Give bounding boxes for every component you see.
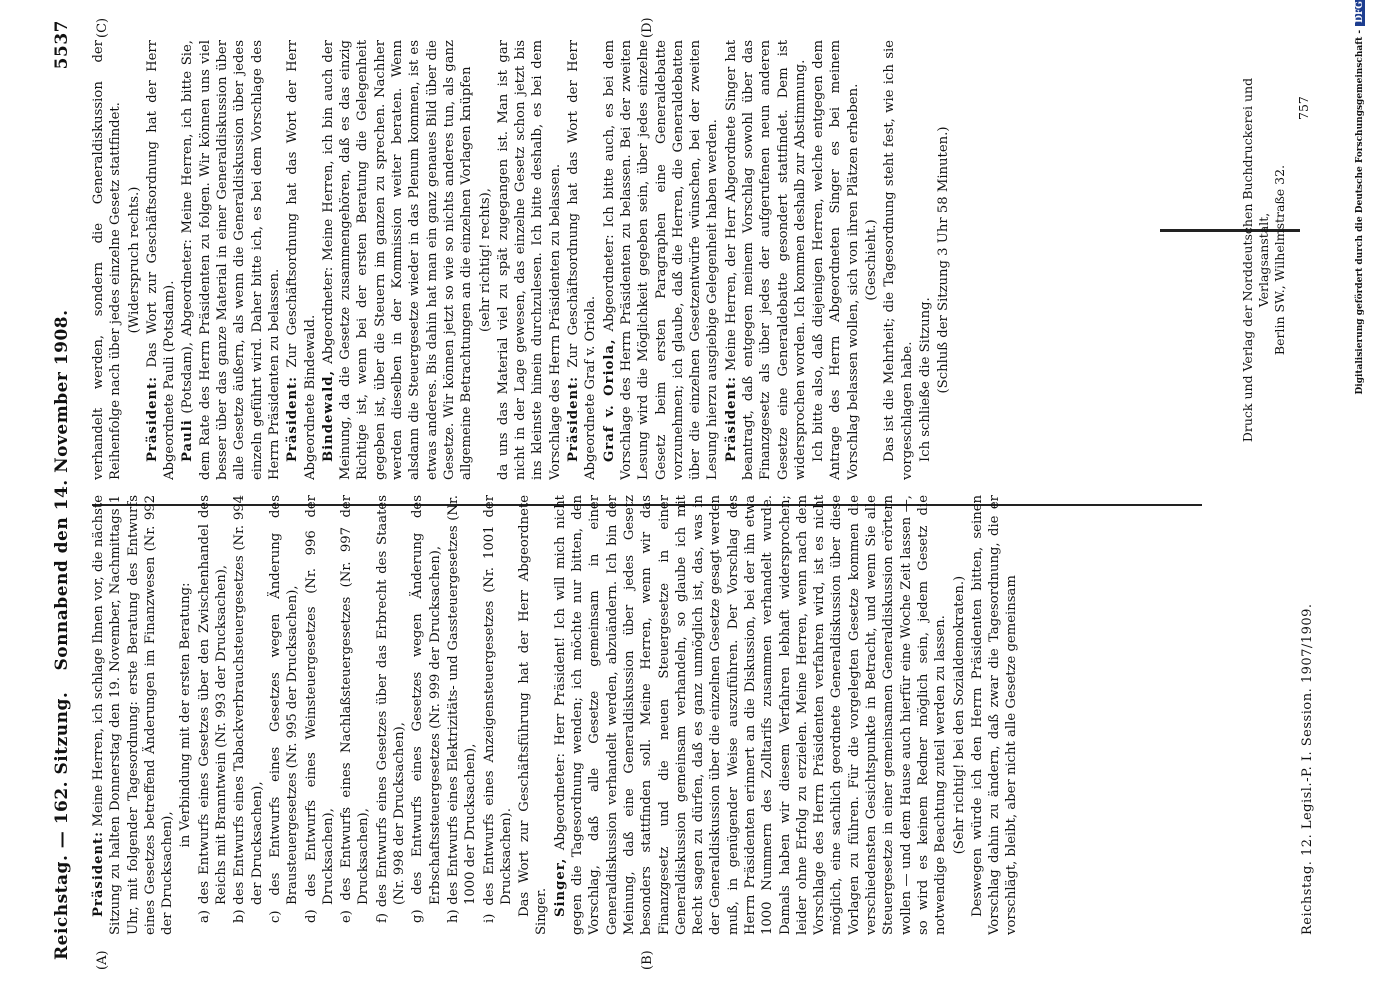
margin-mark-b: (B) bbox=[640, 950, 655, 970]
page-number: 5537 bbox=[52, 20, 72, 70]
paragraph-text: verhandelt werden, sondern die Generaldiskussion der Reihenfolge nach über jedes einzelne Gesetz stattfindet. bbox=[91, 40, 124, 480]
paragraph-text: Ich bitte also, daß diejenigen Herren, welche entgegen dem Antrage des Herrn Abgeordneten Singer es bei meinem Vorschlag belassen wollen, sich von ihren Plätzen erheben. bbox=[811, 40, 861, 480]
page-header bbox=[52, 20, 82, 960]
header-left: Reichstag. — 162. Sitzung. bbox=[52, 691, 72, 960]
list-item: f) des Entwurfs eines Gesetzes über das Erbrecht des Staates (Nr. 998 der Drucksachen), bbox=[374, 495, 408, 923]
footer-printer bbox=[1240, 40, 1288, 480]
session-close: (Schluß der Sitzung 3 Uhr 58 Minuten.) bbox=[936, 126, 952, 394]
right-column bbox=[90, 40, 1210, 480]
speaker-name: Präsident: bbox=[91, 830, 106, 917]
speaker-name: Graf v. Oriola, bbox=[601, 338, 617, 462]
interjection: (Sehr richtig! bei den Sozialdemokraten.) bbox=[951, 575, 967, 855]
speaker-name: Präsident: bbox=[144, 375, 160, 462]
paragraph-text: Zur Geschäftsordnung hat das Wort der Herr Abgeordnete Bindewald. bbox=[285, 40, 318, 480]
interjection: (Widerspruch rechts.) bbox=[126, 186, 142, 334]
digitization-text: Digitalisierung gefördert durch die Deutsche Forschungsgemeinschaft - bbox=[1355, 29, 1365, 395]
list-item: h) des Entwurfs eines Elektrizitäts- und Gassteuergesetzes (Nr. 1000 der Drucksachen), bbox=[445, 495, 479, 923]
header-date: Sonnabend den 14. November 1908. bbox=[52, 309, 72, 671]
list-item: i) des Entwurfs eines Anzeigensteuergesetzes (Nr. 1001 der Drucksachen). bbox=[481, 495, 514, 923]
footer-session-info: Reichstag. 12. Legisl.-P. I. Session. 1907/1909. bbox=[1300, 603, 1315, 935]
list-item: b) des Entwurfs eines Tabackverbrauchsteuergesetzes (Nr. 994 der Drucksachen), bbox=[232, 495, 265, 923]
paragraph-text: Meine Herren, ich schlage Ihnen vor, die nächste Sitzung zu halten Donnerstag den 19. November, Nachmittags 1 Uhr, mit folgender Tagesordnung: erste Beratung des Entwurfs eines Gesetzes betreffend Änderungen im Finanzwesen (Nr. 992 der Drucksachen), bbox=[91, 495, 176, 935]
paragraph-text: Zur Geschäftsordnung hat das Wort der Herr Abgeordnete Graf v. Oriola. bbox=[566, 40, 599, 480]
paragraph-text: Das Wort zur Geschäftsführung hat der Herr Abgeordnete Singer. bbox=[517, 495, 550, 935]
speaker-name: Singer, bbox=[552, 857, 568, 917]
speaker-name: Präsident: bbox=[566, 375, 582, 462]
interjection: (sehr richtig! rechts), bbox=[477, 188, 493, 332]
paragraph-text: Das ist die Mehrheit; die Tagesordnung steht fest, wie ich sie vorgeschlagen habe. bbox=[882, 40, 915, 480]
paragraph-text: Abgeordneter: Ich bitte auch, es bei dem Vorschlage des Herrn Präsidenten zu belassen. Bei der zweiten Lesung wird die Möglichkeit gegeben sein, über jedes einzelne Gesetz beim ersten Paragraphen eine Generaldebatte vorzunehmen; ich glaube, daß die Herren, die Generaldebatten über die einzelnen Gesetzentwürfe wünschen, bei der zweiten Lesung hierzu ausgiebige Gelegenheit haben werden. bbox=[601, 40, 721, 480]
speaker-name: Präsident: bbox=[723, 375, 739, 462]
dfg-logo: DFG bbox=[1355, 0, 1365, 26]
digitization-note bbox=[1355, 0, 1365, 998]
left-column bbox=[90, 495, 1210, 935]
paragraph-text: Ich schließe die Sitzung. bbox=[917, 297, 933, 462]
margin-mark-c: (C) bbox=[95, 17, 110, 38]
paragraph-text: Abgeordneter: Herr Präsident! Ich will mich nicht gegen die Tagesordnung wenden; ich möchte nur bitten, den Vorschlag, daß alle Gesetze gemeinsam in einer Generaldiskussion verhandelt werden, abzuändern. Ich bin der Meinung, daß eine Generaldiskussion über jedes Gesetz besonders stattfinden soll. Meine Herren, wenn wir das Finanzgesetz und die neuen Steuergesetze in einer Generaldiskussion gemeinsam verhandeln, so glaube ich mit Recht sagen zu dürfen, daß es ganz unmöglich ist, das, was in der Generaldiskussion über die einzelnen Gesetze gesagt werden muß, in genügender Weise auszuführen. Der Vorschlag des Herrn Präsidenten erinnert an die Diskussion, bei der ihn etwa 1000 Nummern des Zolltarifs zusammen verhandelt wurde. Damals haben wir diesem Verfahren lebhaft widersprochen; leider ohne Erfolg zu erzielen. Meine Herren, wenn nach dem Vorschlage des Herrn Präsidenten verfahren wird, ist es nicht möglich, eine sachlich geordnete Generaldiskussion über diese Vorlagen zu führen. Für die vorgelegten Gesetze kommen die verschiedensten Gesichtspunkte in Betracht, und wenn Sie alle Steuergesetze in einer gemeinsamen Generaldiskussion erörtern wollen — und dem Hause auch hierfür eine Woche Zeit lassen —, so wird es keinem Redner möglich sein, jedem Gesetz die notwendige Beachtung zuteil werden zu lassen. bbox=[552, 495, 949, 935]
list-item: a) des Entwurfs eines Gesetzes über den Zwischenhandel des Reichs mit Branntwein (Nr. 993 der Drucksachen), bbox=[196, 495, 230, 923]
list-item: g) des Entwurfs eines Gesetzes wegen Änderung des Erbschaftssteuergesetzes (Nr. 999 der Drucksachen), bbox=[410, 495, 443, 923]
footer-page-number: 757 bbox=[1296, 96, 1311, 120]
margin-mark-d: (D) bbox=[640, 17, 655, 38]
paragraph-text: Abgeordneter: Meine Herren, ich bin auch der Meinung, da die Gesetze zusammengehören, daß es das einzig Richtige ist, wenn bei der ersten Beratung die Gelegenheit gegeben ist, über die Steuern im ganzen zu sprechen. Nachher werden dieselben in der Kommission weiter beraten. Wenn alsdann die Steuergesetze wieder in das Plenum kommen, ist es etwas anderes. Bis dahin hat man ein ganz genaues Bild über die Gesetze. Wir können jetzt so wie so nichts anderes tun, als ganz allgemeine Betrachtungen an die einzelnen Vorlagen knüpfen bbox=[320, 40, 475, 480]
paragraph-text: da uns das Material viel zu spät zugegangen ist. Man ist gar nicht in der Lage gewesen, das einzelne Gesetz schon jetzt bis ins kleinste hinein durchzulesen. Ich bitte deshalb, es bei dem Vorschlage des Herrn Präsidenten zu belassen. bbox=[495, 40, 563, 480]
paragraph-text: (Potsdam), Abgeordneter: Meine Herren, ich bitte Sie, dem Rate des Herrn Präsidenten zu folgen. Wir können uns viel besser über das ganze Material in einer Generaldiskussion über alle Gesetze äußern, als wenn die Generaldiskussion über jedes einzeln geführt wird. Daher bitte ich, es bei dem Vorschlage des Herrn Präsidenten zu belassen. bbox=[180, 40, 282, 480]
paragraph-text: Deswegen würde ich den Herrn Präsidenten bitten, seinen Vorschlag dahin zu ändern, daß zwar die Tagesordnung, die er vorschlägt, bleibt, aber nicht alle Gesetze gemeinsam bbox=[969, 495, 1020, 935]
list-item: d) des Entwurfs eines Weinsteuergesetzes (Nr. 996 der Drucksachen), bbox=[303, 495, 336, 923]
speaker-name: Bindewald, bbox=[320, 369, 336, 462]
list-item: e) des Entwurfs eines Nachlaßsteuergesetzes (Nr. 997 der Drucksachen), bbox=[339, 495, 372, 923]
printer-line-2: Berlin SW., Wilhelmstraße 32. bbox=[1272, 164, 1287, 356]
margin-mark-a: (A) bbox=[95, 950, 110, 970]
paragraph-text: Das Wort zur Geschäftsordnung hat der Herr Abgeordnete Pauli (Potsdam). bbox=[144, 40, 178, 480]
interjection: (Geschieht.) bbox=[864, 219, 880, 301]
paragraph-text: Meine Herren, der Herr Abgeordnete Singer hat beantragt, daß entgegen meinem Vorschlag sowohl über das Finanzgesetz als über jedes der aufgerufenen neun anderen Gesetze eine Generaldebatte gesondert stattfindet. Dem ist widersprochen worden. Ich kommen deshalb zur Abstimmung. bbox=[723, 40, 808, 480]
list-item: c) des Entwurfs eines Gesetzes wegen Änderung des Brausteuergesetzes (Nr. 995 der Drucksachen), bbox=[267, 495, 301, 923]
paragraph-text: in Verbindung mit der ersten Beratung: bbox=[178, 582, 194, 848]
printer-line-1: Druck und Verlag der Norddeutschen Buchdruckerei und Verlagsanstalt, bbox=[1240, 77, 1271, 443]
speaker-name: Pauli bbox=[180, 419, 196, 462]
speaker-name: Präsident: bbox=[285, 375, 301, 462]
